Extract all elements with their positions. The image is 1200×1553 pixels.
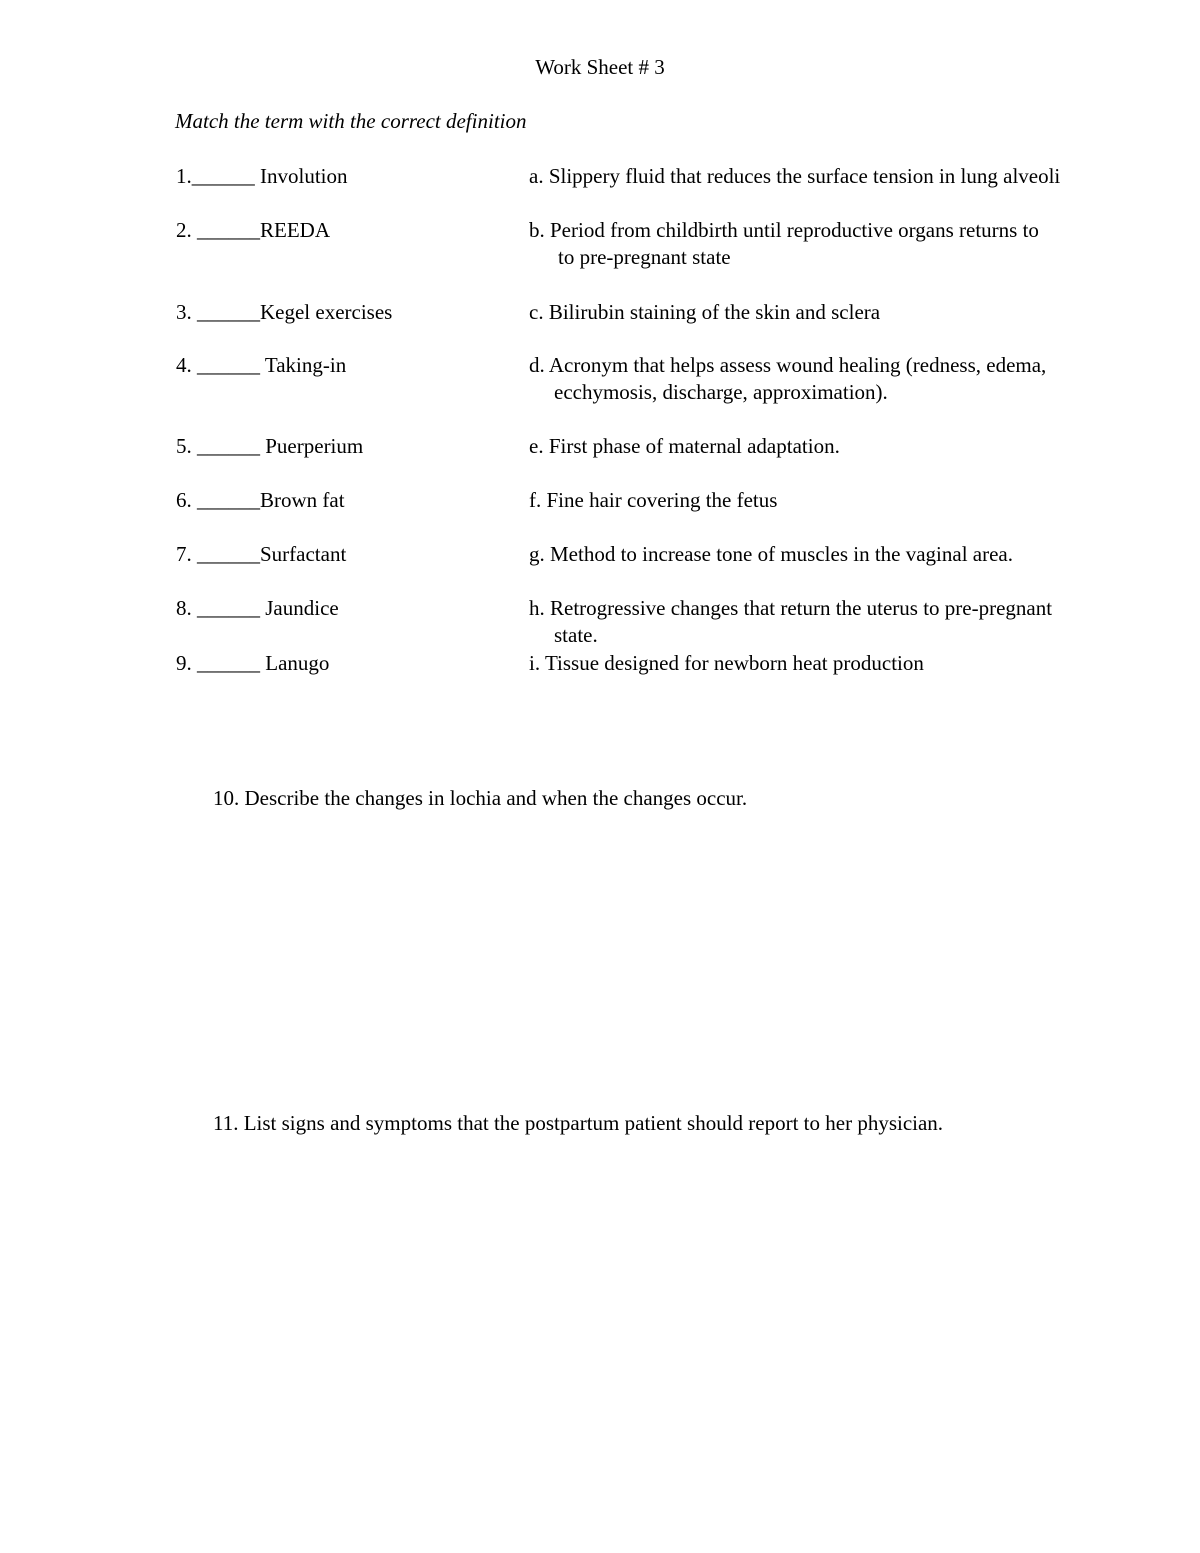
definition-text: c. Bilirubin staining of the skin and sclera: [529, 300, 881, 324]
term-9: [176, 650, 329, 677]
term-number: 2.: [176, 218, 192, 242]
definition-c: [529, 299, 1149, 326]
definition-text: e. First phase of maternal adaptation.: [529, 434, 840, 458]
term-2: [176, 217, 330, 244]
term-number: 5.: [176, 434, 192, 458]
definition-continuation: to pre-pregnant state: [558, 245, 731, 269]
term-number: 6.: [176, 488, 192, 512]
term-number: 8.: [176, 596, 192, 620]
term-label: Lanugo: [260, 651, 330, 675]
definition-d: [529, 352, 1149, 406]
answer-blank: ______: [191, 218, 260, 242]
term-4: [176, 352, 346, 379]
definition-text: h. Retrogressive changes that return the uterus to pre-pregnant: [529, 596, 1053, 620]
answer-blank: ______: [191, 488, 260, 512]
instructions: Match the term with the correct definition: [175, 109, 527, 133]
term-label: Surfactant: [260, 542, 347, 566]
term-number: 9.: [176, 651, 192, 675]
term-number: 3.: [176, 300, 192, 324]
definition-text: i. Tissue designed for newborn heat production: [529, 651, 924, 675]
definition-text: g. Method to increase tone of muscles in the vaginal area.: [529, 542, 1014, 566]
term-3: [176, 299, 392, 326]
definition-text: b. Period from childbirth until reproductive organs returns to: [529, 218, 1039, 242]
definition-g: [529, 541, 1149, 568]
term-number: 4.: [176, 353, 192, 377]
answer-blank: ______: [191, 651, 260, 675]
term-7: [176, 541, 346, 568]
term-label: Involution: [254, 164, 348, 188]
definition-text: f. Fine hair covering the fetus: [529, 488, 778, 512]
term-label: Brown fat: [260, 488, 345, 512]
definition-text: d. Acronym that helps assess wound healing (redness, edema,: [529, 353, 1047, 377]
definition-text: a. Slippery fluid that reduces the surface tension in lung alveoli: [529, 164, 1061, 188]
term-label: Puerperium: [260, 434, 364, 458]
term-label: Taking-in: [260, 353, 347, 377]
definition-continuation: ecchymosis, discharge, approximation).: [554, 380, 888, 404]
term-label: Kegel exercises: [260, 300, 393, 324]
term-5: [176, 433, 363, 460]
answer-blank: ______: [191, 164, 255, 188]
term-8: [176, 595, 339, 622]
definition-h: [529, 595, 1149, 649]
term-number: 7.: [176, 542, 192, 566]
term-1: [176, 163, 348, 190]
definition-f: [529, 487, 1149, 514]
definition-b: [529, 217, 1149, 271]
definition-a: [529, 163, 1149, 190]
answer-blank: ______: [191, 542, 260, 566]
term-6: [176, 487, 345, 514]
question-10: 10. Describe the changes in lochia and when the changes occur.: [213, 786, 748, 810]
answer-blank: ______: [191, 300, 260, 324]
definition-i: [529, 650, 1149, 677]
answer-blank: ______: [191, 353, 260, 377]
page-title: Work Sheet # 3: [535, 55, 665, 79]
term-label: REEDA: [260, 218, 330, 242]
answer-blank: ______: [191, 596, 260, 620]
term-number: 1.: [176, 164, 192, 188]
term-label: Jaundice: [260, 596, 339, 620]
definition-continuation: state.: [554, 623, 598, 647]
definition-e: [529, 433, 1149, 460]
question-11: 11. List signs and symptoms that the postpartum patient should report to her physician.: [213, 1111, 944, 1135]
answer-blank: ______: [191, 434, 260, 458]
